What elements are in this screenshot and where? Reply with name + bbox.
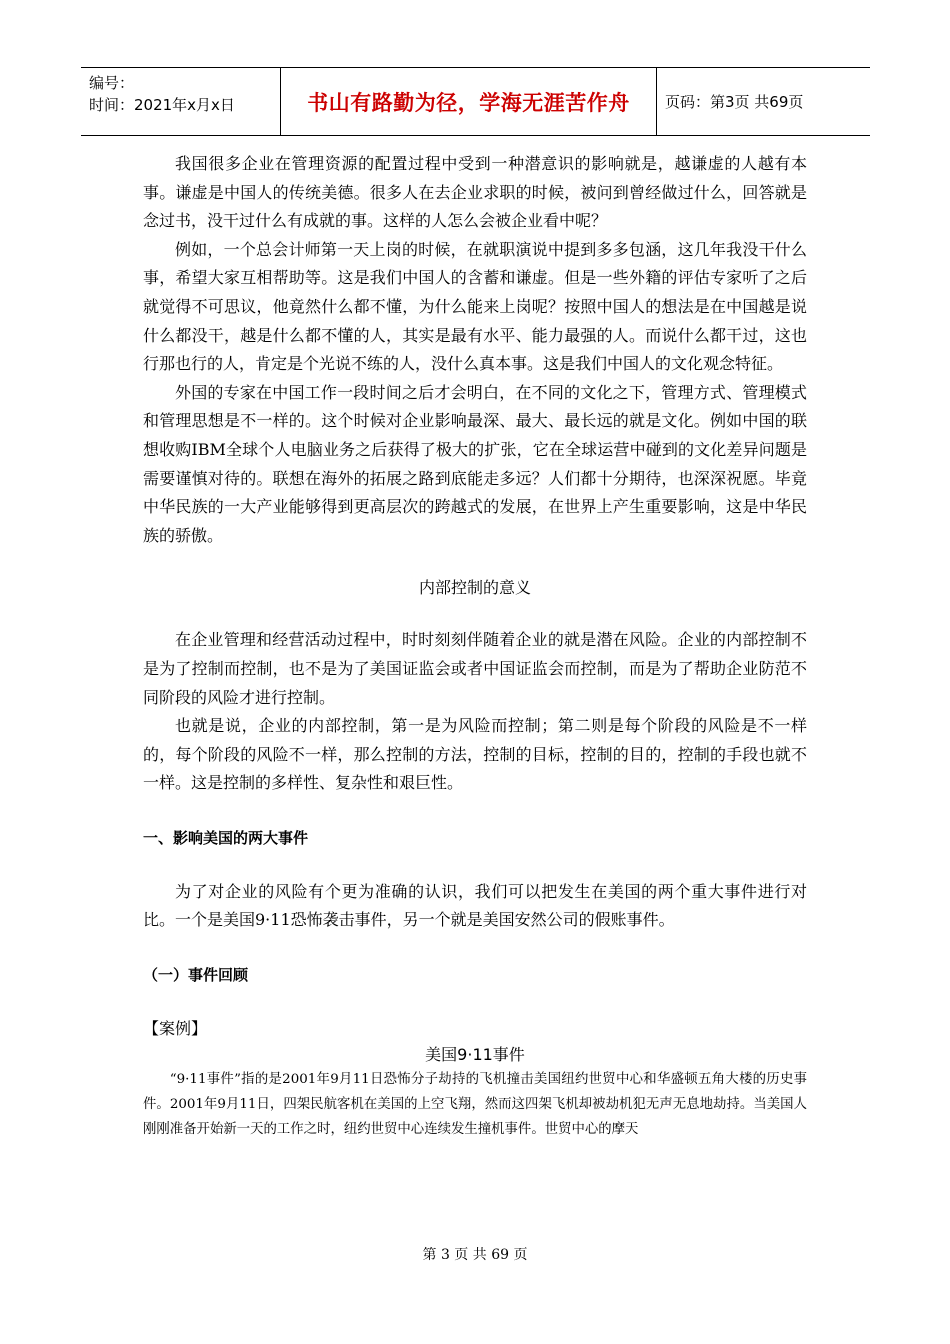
case-label: 【案例】: [143, 1019, 208, 1039]
document-header: [81, 67, 870, 136]
document-body: [143, 150, 807, 1142]
paragraph: 外国的专家在中国工作一段时间之后才会明白，在不同的文化之下，管理方式、管理模式和管理思想是不一样的。这个时候对企业影响最深、最大、最长远的就是文化。例如中国的联想收购IBM全球个人电脑业务之后获得了极大的扩张，它在全球运营中碰到的文化差异问题是需要谨慎对待的。联想在海外的拓展之路到底能走多远？人们都十分期待，也深深祝愿。毕竟中华民族的一大产业能够得到更高层次的跨越式的发展，在世界上产生重要影响，这是中华民族的骄傲。: [143, 382, 807, 545]
paragraph: 为了对企业的风险有个更为准确的认识，我们可以把发生在美国的两个重大事件进行对比。一个是美国9·11恐怖袭击事件，另一个就是美国安然公司的假账事件。: [143, 881, 807, 930]
case-title: 美国9·11事件: [425, 1045, 525, 1065]
heading-event-review: （一）事件回顾: [143, 966, 249, 985]
case-text: “9·11事件”指的是2001年9月11日恐怖分子劫持的飞机撞击美国纽约世贸中心和华盛顿五角大楼的历史事件。2001年9月11日，四架民航客机在美国的上空飞翔，然而这四架飞机却被劫机犯无声无息地劫持。当美国人刚刚准备开始新一天的工作之时，纽约世贸中心连续发生撞机事件。世贸中心的摩天: [143, 1072, 807, 1138]
heading-events: 一、影响美国的两大事件: [143, 828, 309, 847]
header-page-info: 页码：第3页 共69页: [665, 93, 804, 111]
paragraph: 也就是说，企业的内部控制，第一是为风险而控制；第二则是每个阶段的风险是不一样的，每个阶段的风险不一样，那么控制的方法，控制的目标，控制的目的，控制的手段也就不一样。这是控制的多样性、复杂性和艰巨性。: [143, 716, 807, 793]
header-meta: [81, 68, 281, 135]
paragraph: 例如，一个总会计师第一天上岗的时候，在就职演说中提到多多包涵，这几年我没干什么事，希望大家互相帮助等。这是我们中国人的含蓄和谦虚。但是一些外籍的评估专家听了之后就觉得不可思议，他竟然什么都不懂，为什么能来上岗呢？按照中国人的想法是在中国越是说什么都没干，越是什么都不懂的人，其实是最有水平、能力最强的人。而说什么都干过，这也行那也行的人，肯定是个光说不练的人，没什么真本事。这是我们中国人的文化观念特征。: [143, 239, 807, 374]
paragraph: 在企业管理和经营活动过程中，时时刻刻伴随着企业的就是潜在风险。企业的内部控制不是为了控制而控制，也不是为了美国证监会或者中国证监会而控制，而是为了帮助企业防范不同阶段的风险才进行控制。: [143, 630, 807, 707]
section-title: 内部控制的意义: [418, 578, 531, 598]
header-motto: 书山有路勤为径，学海无涯苦作舟: [281, 68, 657, 135]
paragraph: 我国很多企业在管理资源的配置过程中受到一种潜意识的影响就是，越谦虚的人越有本事。谦虚是中国人的传统美德。很多人在去企业求职的时候，被问到曾经做过什么，回答就是念过书，没干过什么有成就的事。这样的人怎么会被企业看中呢？: [143, 154, 807, 231]
page-footer: 第 3 页 共 69 页: [422, 1247, 528, 1263]
header-number-label: 编号：: [89, 74, 135, 92]
header-time-label: 时间：2021年x月x日: [89, 96, 235, 114]
